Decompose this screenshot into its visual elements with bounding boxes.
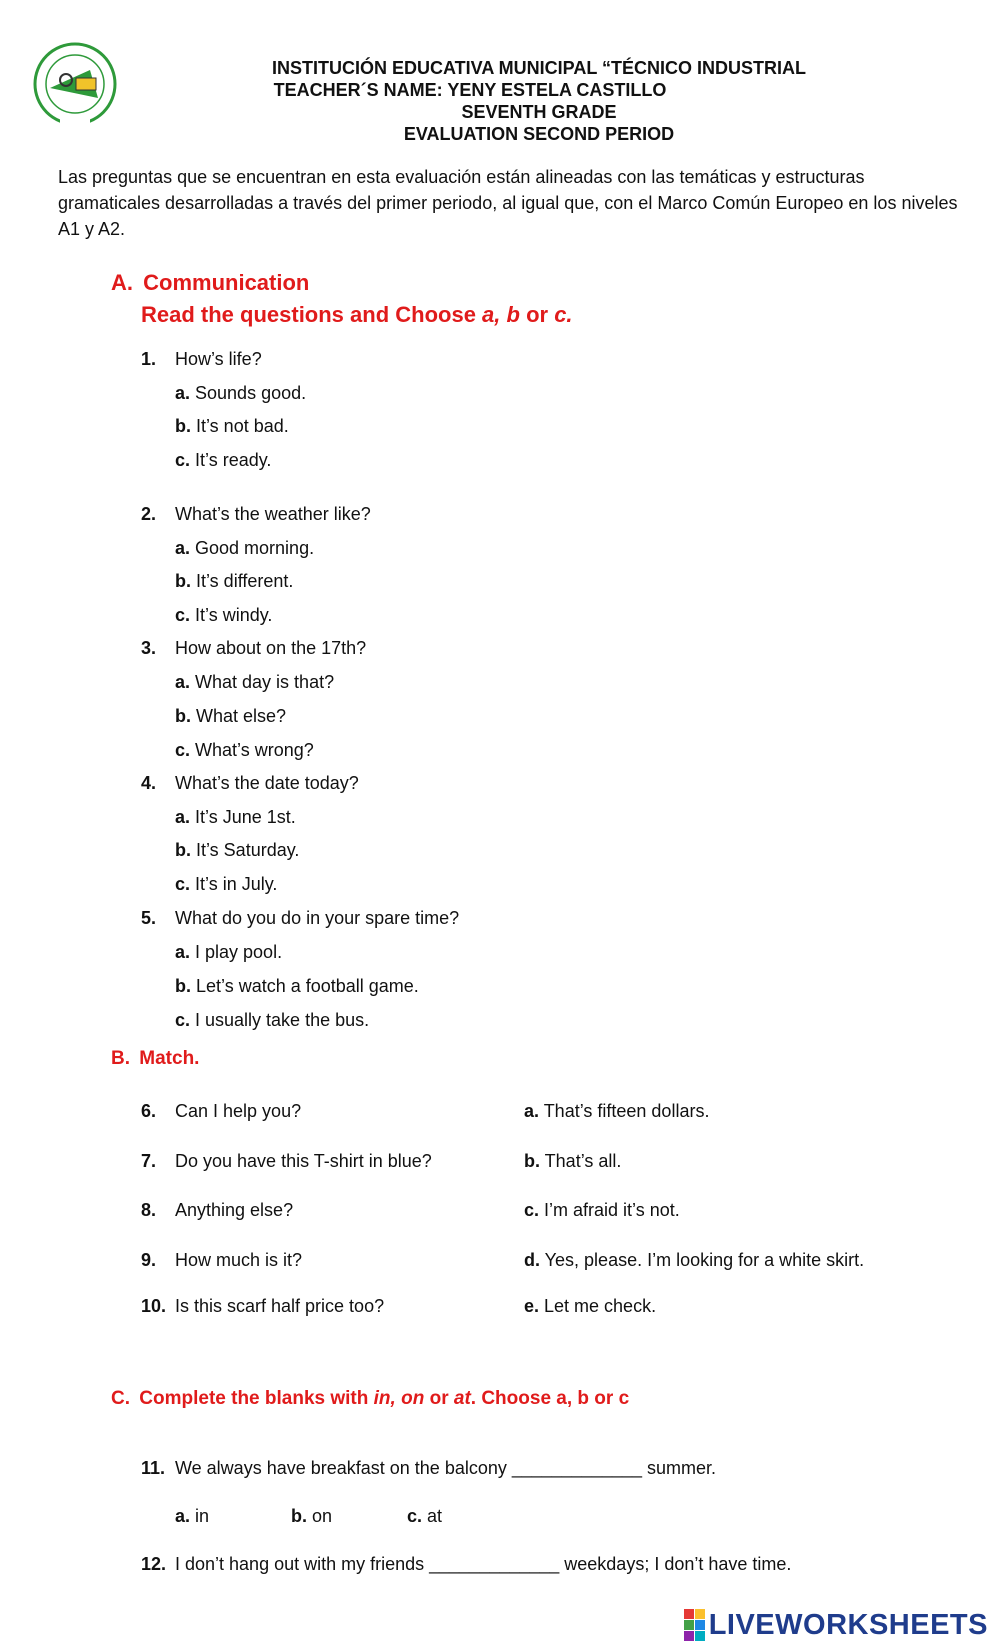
option-a[interactable] xyxy=(175,942,282,963)
option-letter: c. xyxy=(175,740,191,760)
header-line-1: INSTITUCIÓN EDUCATIVA MUNICIPAL “TÉCNICO INDUSTRIAL xyxy=(272,58,806,78)
question-number: 9. xyxy=(141,1250,157,1270)
option-b[interactable] xyxy=(175,416,289,437)
answer-text: Yes, please. I’m looking for a white skirt. xyxy=(540,1250,865,1270)
section-title xyxy=(139,1388,629,1409)
option-text: It’s different. xyxy=(191,571,294,591)
option-a[interactable] xyxy=(175,807,296,828)
option-letter: b. xyxy=(175,571,191,591)
option-letter: b. xyxy=(175,976,191,996)
section-letter: B. xyxy=(111,1048,130,1069)
question-12 xyxy=(141,1554,791,1575)
option-text: I usually take the bus. xyxy=(190,1010,370,1030)
question-number: 4. xyxy=(141,773,157,793)
option-a[interactable] xyxy=(175,1506,291,1527)
option-a[interactable] xyxy=(175,538,314,559)
option-b[interactable] xyxy=(291,1506,407,1527)
option-text: at xyxy=(422,1506,443,1526)
brand-icon xyxy=(684,1609,705,1641)
question-text: What’s the weather like? xyxy=(175,504,371,524)
option-text: It’s windy. xyxy=(190,605,273,625)
answer-text: That’s all. xyxy=(540,1151,622,1171)
question-4 xyxy=(141,773,359,794)
question-text: Is this scarf half price too? xyxy=(175,1296,385,1316)
option-letter: a. xyxy=(175,1506,191,1526)
option-letter: b. xyxy=(175,706,191,726)
option-text: It’s ready. xyxy=(190,450,272,470)
match-question xyxy=(141,1101,301,1122)
instruction-text: Read the questions and Choose xyxy=(141,302,483,327)
question-2 xyxy=(141,504,371,525)
option-text: It’s not bad. xyxy=(191,416,289,436)
option-text: Good morning. xyxy=(190,538,315,558)
option-text: It’s Saturday. xyxy=(191,840,300,860)
section-letter: A. xyxy=(111,270,133,295)
brand-square xyxy=(684,1620,694,1630)
option-text: It’s in July. xyxy=(190,874,278,894)
brand-name: LIVEWORKSHEETS xyxy=(708,1608,988,1641)
option-b[interactable] xyxy=(175,976,419,997)
section-b-heading xyxy=(111,1048,199,1070)
option-text: I play pool. xyxy=(190,942,283,962)
option-letter: c. xyxy=(175,1010,191,1030)
answer-text: That’s fifteen dollars. xyxy=(539,1101,710,1121)
option-letter: a. xyxy=(175,807,191,827)
option-c[interactable] xyxy=(175,605,272,626)
match-answer[interactable] xyxy=(524,1151,621,1172)
question-text: What do you do in your spare time? xyxy=(175,908,460,928)
question-number: 10. xyxy=(141,1296,167,1316)
option-c[interactable] xyxy=(407,1506,442,1526)
option-text: What else? xyxy=(191,706,287,726)
question-1 xyxy=(141,349,262,370)
answer-letter: c. xyxy=(524,1200,540,1220)
question-text: I don’t hang out with my friends _____________ weekdays; I don’t have time. xyxy=(175,1554,792,1574)
option-letter: c. xyxy=(407,1506,423,1526)
question-5 xyxy=(141,908,459,929)
option-b[interactable] xyxy=(175,840,299,861)
title-part: or xyxy=(424,1388,454,1409)
option-letter: c. xyxy=(175,874,191,894)
section-a-instruction xyxy=(141,302,573,328)
answer-letter: e. xyxy=(524,1296,540,1316)
answer-letter: b. xyxy=(524,1151,540,1171)
title-word: at xyxy=(453,1388,471,1409)
option-letter: c. xyxy=(175,450,191,470)
question-text: How’s life? xyxy=(175,349,262,369)
option-c[interactable] xyxy=(175,874,277,895)
option-b[interactable] xyxy=(175,706,286,727)
option-a[interactable] xyxy=(175,383,306,404)
option-b[interactable] xyxy=(175,571,293,592)
match-question xyxy=(141,1151,432,1172)
question-text: How much is it? xyxy=(175,1250,303,1270)
intro-paragraph: Las preguntas que se encuentran en esta evaluación están alineadas con las temáticas y estructuras gramaticales desarrolladas a través del primer periodo, al igual que, con el Marco Común Europeo en los niveles A1 y A2. xyxy=(58,167,958,239)
liveworksheets-logo xyxy=(684,1609,988,1641)
answer-letter: d. xyxy=(524,1250,540,1270)
header-line-4: EVALUATION SECOND PERIOD xyxy=(403,124,675,144)
brand-square xyxy=(695,1631,705,1641)
title-word: in, on xyxy=(373,1388,425,1409)
question-number: 6. xyxy=(141,1101,157,1121)
instruction-options: a, b xyxy=(482,302,520,327)
option-text: What’s wrong? xyxy=(190,740,314,760)
question-text: What’s the date today? xyxy=(175,773,359,793)
brand-square xyxy=(695,1620,705,1630)
option-letter: a. xyxy=(175,672,191,692)
option-letter: a. xyxy=(175,538,191,558)
answer-text: I’m afraid it’s not. xyxy=(539,1200,680,1220)
section-a-heading xyxy=(111,270,309,296)
option-letter: b. xyxy=(291,1506,307,1526)
section-c-heading xyxy=(111,1388,629,1410)
option-letter: b. xyxy=(175,416,191,436)
brand-square xyxy=(695,1609,705,1619)
brand-square xyxy=(684,1631,694,1641)
option-text: What day is that? xyxy=(190,672,335,692)
option-letter: a. xyxy=(175,942,191,962)
question-number: 8. xyxy=(141,1200,157,1220)
section-title: Match. xyxy=(139,1048,200,1069)
answer-letter: a. xyxy=(524,1101,540,1121)
match-question xyxy=(141,1296,384,1317)
question-number: 5. xyxy=(141,908,157,928)
question-text: How about on the 17th? xyxy=(175,638,367,658)
instruction-option-c: c. xyxy=(554,302,573,327)
match-answer[interactable] xyxy=(524,1200,680,1221)
option-text: It’s June 1st. xyxy=(190,807,296,827)
section-title: Communication xyxy=(143,270,310,295)
question-11 xyxy=(141,1458,716,1479)
match-answer[interactable] xyxy=(524,1250,864,1271)
question-number: 7. xyxy=(141,1151,157,1171)
brand-square xyxy=(684,1609,694,1619)
option-text: Let’s watch a football game. xyxy=(191,976,419,996)
instruction-or: or xyxy=(519,302,555,327)
option-text: Sounds good. xyxy=(190,383,307,403)
question-text: Do you have this T-shirt in blue? xyxy=(175,1151,432,1171)
option-c[interactable] xyxy=(175,740,314,761)
option-text: on xyxy=(307,1506,333,1526)
option-c[interactable] xyxy=(175,450,271,471)
match-answer[interactable] xyxy=(524,1101,709,1122)
option-text: in xyxy=(190,1506,210,1526)
title-part: . Choose a, b or c xyxy=(470,1388,630,1409)
question-11-options xyxy=(175,1506,442,1527)
title-part: Complete the blanks with xyxy=(139,1388,374,1409)
match-answer[interactable] xyxy=(524,1296,656,1317)
question-number: 2. xyxy=(141,504,157,524)
match-question xyxy=(141,1250,302,1271)
question-3 xyxy=(141,638,366,659)
question-number: 3. xyxy=(141,638,157,658)
question-text: We always have breakfast on the balcony _____________ summer. xyxy=(175,1458,717,1478)
match-question xyxy=(141,1200,293,1221)
header-line-3: SEVENTH GRADE xyxy=(461,102,617,122)
question-text: Anything else? xyxy=(175,1200,294,1220)
option-letter: b. xyxy=(175,840,191,860)
option-c[interactable] xyxy=(175,1010,369,1031)
question-number: 1. xyxy=(141,349,157,369)
section-letter: C. xyxy=(111,1388,130,1409)
option-a[interactable] xyxy=(175,672,334,693)
question-number: 11. xyxy=(141,1458,166,1478)
question-text: Can I help you? xyxy=(175,1101,302,1121)
question-number: 12. xyxy=(141,1554,167,1574)
option-letter: a. xyxy=(175,383,191,403)
option-letter: c. xyxy=(175,605,191,625)
answer-text: Let me check. xyxy=(539,1296,657,1316)
header-line-2: TEACHER´S NAME: YENY ESTELA CASTILLO xyxy=(273,80,667,100)
